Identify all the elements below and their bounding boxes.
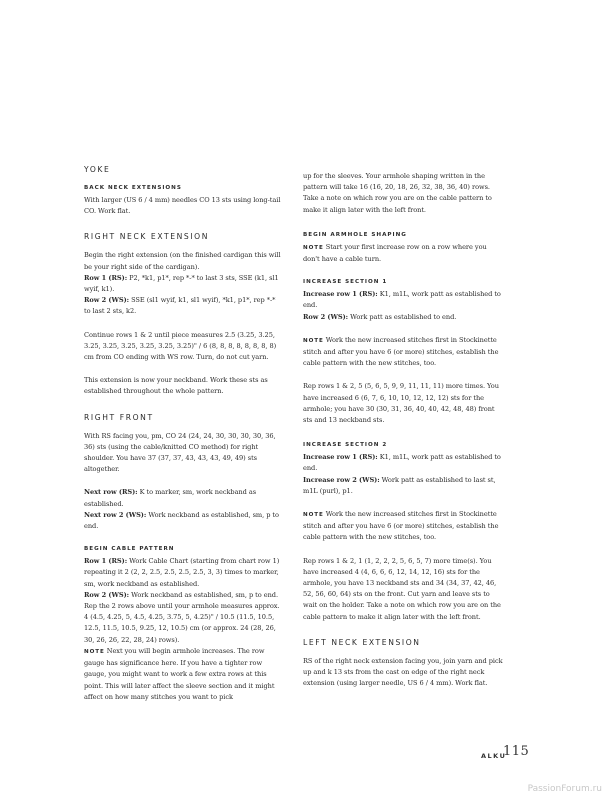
instruction-row: Increase row 2 (WS): Work patt as established to last st, m1L (purl), p1. [303,475,496,495]
paragraph: With larger (US 6 / 4 mm) needles CO 13 sts using long-tail CO. Work flat. [84,196,281,216]
note: NOTE Work the new increased stitches first in Stockinette stitch and after you have 6 (or more) stitches, establish the cable pattern with the new stitches, too. [303,510,499,542]
instruction-row: Next row (RS): K to marker, sm, work neckband as established. [84,488,257,508]
paragraph: Continue rows 1 & 2 until piece measures 2.5 (3.25, 3.25, 3.25, 3.25, 3.25, 3.25, 3.25, 3.25)" / 6 (8, 8, 8, 8, 8, 8, 8, 8) cm from CO ending with WS row. Turn, do not cut yarn. [84,330,277,362]
right-column [303,171,503,702]
watermark: PassionForum.ru [527,784,602,794]
section-heading-yoke: YOKE [84,165,111,174]
instruction-row: Row 2 (WS): Work patt as established to end. [303,312,457,321]
instruction-row: Row 1 (RS): Work Cable Chart (starting from chart row 1) repeating it 2 (2, 2, 2.5, 2.5, 2.5, 2.5, 3, 3) times to marker, sm, work neckband as established. [84,557,280,588]
section-heading-left-neck-extension: LEFT NECK EXTENSION [303,637,421,647]
left-column [84,164,282,703]
note: NOTE Next you will begin armhole increases. The row gauge has significance here. If you have a tighter row gauge, you might want to work a few extra rows at this point. This will later affect the sleeve section and it might affect on how many stitches you want to pick [84,646,275,701]
paragraph: Rep the 2 rows above until your armhole measures approx. 4 (4.5, 4.25, 5, 4.5, 4.25, 3.75, 5, 4.25)" / 10.5 (11.5, 10.5, 12.5, 11.5, 10.5, 9.25, 12, 10.5) cm (or approx. 24 (28, 26, 30, 26, 26, 22, 28, 24) rows). [84,602,280,644]
paragraph: Rep rows 1 & 2, 1 (1, 2, 2, 2, 5, 6, 5, 7) more time(s). You have increased 4 (4, 6, 6, 6, 12, 14, 12, 16) sts for the armhole, you have 13 neckband sts and 34 (34, 37, 42, 46, 52, 56, 60, 64) sts on the front. Cut yarn and leave sts to wait on the holder. Take a note on which row you are on the cable pattern to make it align later with the left front. [303,556,501,621]
instruction-row: Next row 2 (WS): Work neckband as established, sm, p to end. [84,510,279,531]
paragraph: RS of the right neck extension facing you, join yarn and pick up and k 13 sts from the cast on edge of the right neck extension (using larger needle, US 6 / 4 mm). Work flat. [303,656,503,688]
note: NOTE Work the new increased stitches first in Stockinette stitch and after you have 6 (or more) stitches, establish the cable pattern with the new stitches, too. [303,335,499,368]
paragraph: Rep rows 1 & 2, 5 (5, 6, 5, 9, 9, 11, 11, 11) more times. You have increased 6 (6, 7, 6, 10, 10, 12, 12, 12) sts for the armhole; you have 30 (30, 31, 36, 40, 40, 42, 48, 48) front sts and 13 neckband sts. [303,382,499,425]
instruction-row: Row 2 (WS): SSE (sl1 wyif, k1, sl1 wyif), *k1, p1*, rep *-* to last 2 sts, k2. [84,296,276,316]
section-heading-right-front: RIGHT FRONT [84,412,154,422]
paragraph: Begin the right extension (on the finished cardigan this will be your right side of the cardigan). [84,251,281,271]
subheading-begin-armhole-shaping: BEGIN ARMHOLE SHAPING [303,231,407,238]
subheading-increase-section-1: INCREASE SECTION 1 [303,279,388,286]
section-heading-right-neck-extension: RIGHT NECK EXTENSION [84,232,210,242]
paragraph: up for the sleeves. Your armhole shaping written in the pattern will take 16 (16, 20, 18, 26, 32, 38, 36, 40) rows. Take a note on which row you are on the cable pattern to make it align later with the left front. [303,172,492,214]
instruction-row: Increase row 1 (RS): K1, m1L, work patt as established to end. [303,290,501,310]
instruction-row: Row 1 (RS): P2, *k1, p1*, rep *-* to last 3 sts, SSE (k1, sl1 wyif, k1). [84,273,279,294]
subheading-increase-section-2: INCREASE SECTION 2 [303,442,388,449]
instruction-row: Increase row 1 (RS): K1, m1L, work patt as established to end. [303,453,501,473]
footer-pattern-name: ALKU [481,752,507,760]
instruction-row: Row 2 (WS): Work neckband as established, sm, p to end. [84,590,279,599]
paragraph: This extension is now your neckband. Work these sts as established throughout the whole pattern. [84,376,268,396]
subheading-back-neck-extensions: BACK NECK EXTENSIONS [84,185,182,191]
note: NOTE Start your first increase row on a row where you don't have a cable turn. [303,242,487,264]
paragraph: With RS facing you, pm, CO 24 (24, 24, 30, 30, 30, 30, 36, 36) sts (using the cable/knitted CO method) for right shoulder. You have 37 (37, 37, 43, 43, 43, 49, 49) sts altogether. [84,431,276,474]
page-number: 115 [503,744,530,759]
subheading-begin-cable-pattern: BEGIN CABLE PATTERN [84,546,175,553]
